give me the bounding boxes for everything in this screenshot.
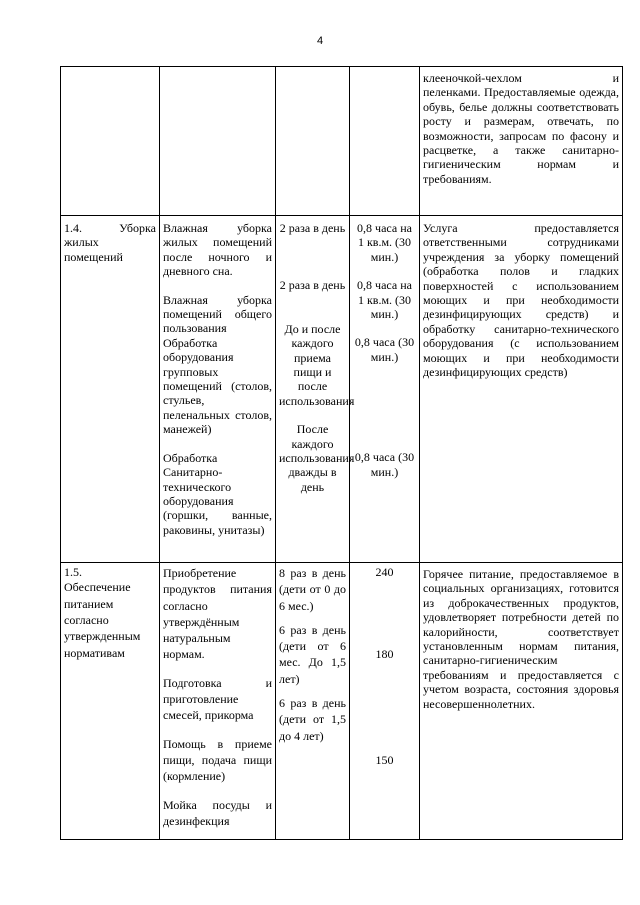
time-item: 0,8 часа (30 мин.) xyxy=(354,450,415,479)
content-item: Помощь в приеме пищи, подача пищи (кормление) xyxy=(163,736,272,784)
service-name: Обеспечение питанием согласно утвержденным нормативам xyxy=(64,580,141,660)
service-frequency xyxy=(276,216,355,563)
content-item: Приобретение продуктов питания согласно утверждённым натуральным нормам. xyxy=(163,566,272,662)
time-item: 0,8 часа (30 мин.) xyxy=(354,335,415,364)
service-description: Услуга предоставляется ответственными сотрудниками учреждения за уборку помещений (обработка полов и гладких поверхностей с использованием моющих и при необходимости дезинфицирующих средств) и обработку санитарно-технического оборудования (с использованием моющих и при необходимости дезинфицирующих средств) xyxy=(420,216,623,563)
description-line: клееночкой-чехлом и xyxy=(423,71,619,85)
service-time xyxy=(350,563,420,840)
time-item: 240 xyxy=(375,565,394,579)
time-item: 0,8 часа на 1 кв.м. (30 мин.) xyxy=(357,278,412,322)
time-item: 0,8 часа на 1 кв.м. (30 мин.) xyxy=(357,221,412,264)
table-row-continuation xyxy=(61,67,623,216)
table-row-1-4 xyxy=(61,216,623,563)
services-table xyxy=(60,66,623,840)
content-item: Обработка оборудования групповых помещений (столов, стульев, пеленальных столов, манежей) xyxy=(163,335,272,437)
frequency-item: После каждого использования дважды в день xyxy=(279,422,355,494)
service-content xyxy=(160,563,276,840)
frequency-item: 6 раз в день (дети от 6 мес. До 1,5 лет) xyxy=(279,622,346,686)
cell-frequency xyxy=(276,67,350,216)
cell-time xyxy=(350,67,420,216)
frequency-item: 2 раза в день xyxy=(279,221,346,235)
service-number-name xyxy=(61,563,160,840)
service-number: 1.5. xyxy=(64,565,82,579)
service-description: Горячее питание, предоставляемое в социальных организациях, готовится из доброкачественных продуктов, удовлетворяет потребности детей по калорийности, соответствует установленным нормам питания, санитарно-гигиеническим требованиям и предоставляется с учетом возраста, состояния здоровья несовершеннолетних. xyxy=(420,563,623,840)
description-text: пеленками. Предоставляемые одежда, обувь, белье должны соответствовать росту и размерам, отвечать, по возможности, запросам по фасону и расцветке, а также санитарно-гигиеническим нормам и требованиям. xyxy=(423,85,619,186)
table-row-1-5 xyxy=(61,563,623,840)
service-number-name: 1.4. Уборка жилых помещений xyxy=(61,216,160,563)
cell-description xyxy=(420,67,623,216)
content-item: Подготовка и приготовление смесей, прикорма xyxy=(163,675,272,723)
service-content xyxy=(160,216,276,563)
frequency-item: 2 раза в день xyxy=(279,278,346,293)
frequency-item: 8 раз в день (дети от 0 до 6 мес.) xyxy=(279,566,346,613)
time-item: 150 xyxy=(375,752,394,767)
content-item: Влажная уборка помещений общего пользования xyxy=(163,292,272,336)
frequency-item: До и после каждого приема пищи и после использования xyxy=(279,321,355,408)
cell-content xyxy=(160,67,276,216)
frequency-item: 6 раз в день (дети от 1,5 до 4 лет) xyxy=(279,696,346,743)
time-item: 180 xyxy=(375,647,394,662)
content-item: Обработка Санитарно-технического оборудования (горшки, ванные, раковины, унитазы) xyxy=(163,450,272,537)
service-frequency xyxy=(276,563,350,840)
cell-number xyxy=(61,67,160,216)
service-time xyxy=(350,216,420,563)
content-item: Влажная уборка жилых помещений после ночного и дневного сна. xyxy=(163,221,272,279)
page-number: 4 xyxy=(316,35,324,47)
content-item: Мойка посуды и дезинфекция xyxy=(163,797,272,828)
